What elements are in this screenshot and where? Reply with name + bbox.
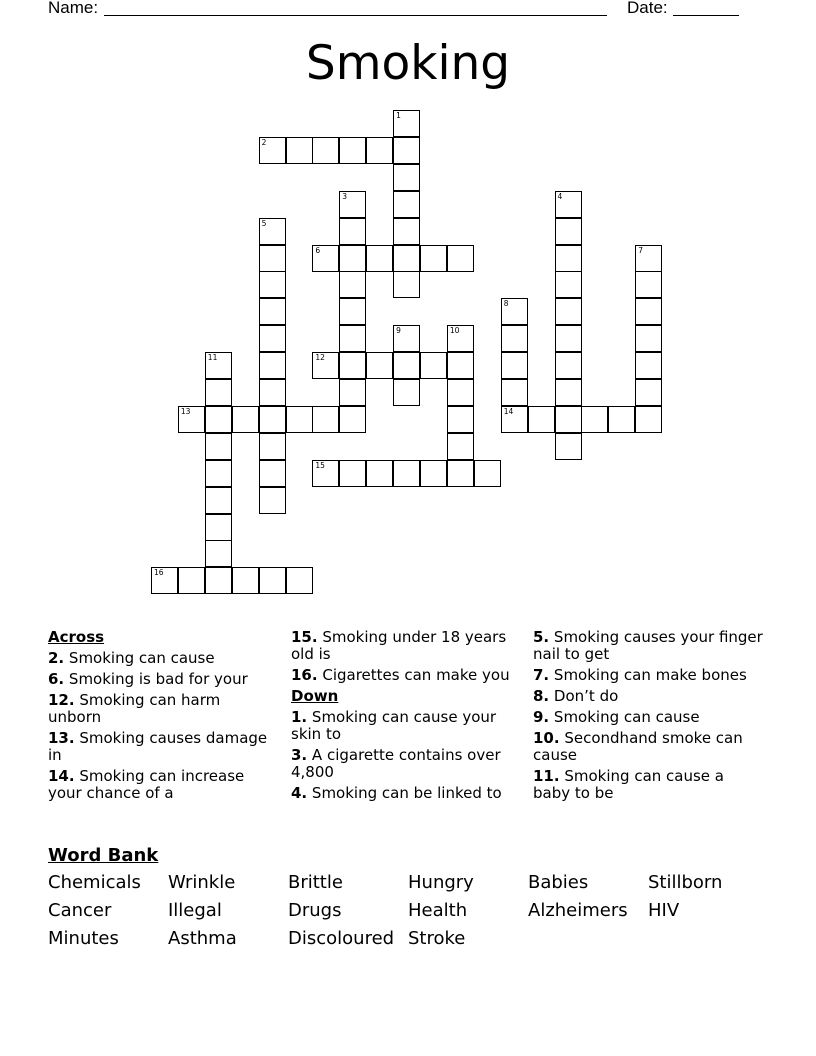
grid-cell[interactable] xyxy=(555,191,582,218)
grid-cell[interactable] xyxy=(205,352,232,379)
clue-down-3: 3. A cigarette contains over 4,800 xyxy=(291,746,501,781)
grid-cell[interactable] xyxy=(178,567,205,594)
clue-number: 8 xyxy=(503,299,509,309)
grid-cell[interactable] xyxy=(339,352,366,379)
clue-across-15: 15. Smoking under 18 years old is xyxy=(291,628,507,663)
grid-cell[interactable] xyxy=(393,191,420,218)
grid-cell[interactable] xyxy=(366,245,393,272)
word-bank-title: Word Bank xyxy=(48,845,159,866)
grid-cell[interactable] xyxy=(420,352,447,379)
grid-cell[interactable] xyxy=(447,433,474,460)
clue-number: 12 xyxy=(315,353,325,363)
grid-cell[interactable] xyxy=(555,298,582,325)
grid-cell[interactable] xyxy=(555,406,582,433)
grid-cell[interactable] xyxy=(339,325,366,352)
grid-cell[interactable] xyxy=(339,191,366,218)
word-bank-item: Illegal xyxy=(168,900,222,921)
grid-cell[interactable] xyxy=(339,218,366,245)
grid-cell[interactable] xyxy=(205,514,232,541)
grid-cell[interactable] xyxy=(501,325,528,352)
word-bank xyxy=(48,872,768,950)
word-bank-item: Babies xyxy=(528,872,589,893)
grid-cell[interactable] xyxy=(312,245,339,272)
grid-cell[interactable] xyxy=(393,460,420,487)
date-label: Date: xyxy=(627,0,668,17)
grid-cell[interactable] xyxy=(286,137,313,164)
grid-cell[interactable] xyxy=(312,352,339,379)
word-bank-item: Alzheimers xyxy=(528,900,628,921)
grid-cell[interactable] xyxy=(339,245,366,272)
grid-cell[interactable] xyxy=(205,379,232,406)
clue-down-5: 5. Smoking causes your finger nail to get xyxy=(533,628,763,663)
grid-cell[interactable] xyxy=(635,298,662,325)
word-bank-item: Brittle xyxy=(288,872,343,893)
grid-cell[interactable] xyxy=(501,352,528,379)
word-bank-item: Discoloured xyxy=(288,928,395,949)
word-bank-item: Minutes xyxy=(48,928,119,949)
grid-cell[interactable] xyxy=(393,245,420,272)
grid-cell[interactable] xyxy=(447,245,474,272)
grid-cell[interactable] xyxy=(339,271,366,298)
grid-cell[interactable] xyxy=(366,352,393,379)
clue-down-11: 11. Smoking can cause a baby to be xyxy=(533,767,724,802)
clue-number: 10 xyxy=(449,326,460,336)
grid-cell[interactable] xyxy=(205,433,232,460)
clue-number: 9 xyxy=(396,326,401,336)
grid-cell[interactable] xyxy=(366,137,393,164)
grid-cell[interactable] xyxy=(259,352,286,379)
clue-number: 14 xyxy=(503,406,514,416)
grid-cell[interactable] xyxy=(339,298,366,325)
clue-across-16: 16. Cigarettes can make you xyxy=(291,666,510,684)
grid-cell[interactable] xyxy=(447,325,474,352)
grid-cell[interactable] xyxy=(393,271,420,298)
grid-cell[interactable] xyxy=(259,245,286,272)
grid-cell[interactable] xyxy=(312,460,339,487)
grid-cell[interactable] xyxy=(205,460,232,487)
grid-cell[interactable] xyxy=(393,137,420,164)
clue-down-10: 10. Secondhand smoke can cause xyxy=(533,729,743,764)
grid-cell[interactable] xyxy=(474,460,501,487)
grid-cell[interactable] xyxy=(312,137,339,164)
grid-cell[interactable] xyxy=(259,433,286,460)
grid-cell[interactable] xyxy=(635,379,662,406)
grid-cell[interactable] xyxy=(528,406,555,433)
grid-cell[interactable] xyxy=(339,406,366,433)
grid-cell[interactable] xyxy=(447,460,474,487)
clue-number: 16 xyxy=(154,568,164,578)
grid-cell[interactable] xyxy=(259,298,286,325)
word-bank-item: Cancer xyxy=(48,900,112,921)
clue-down-9: 9. Smoking can cause xyxy=(533,708,700,726)
grid-cell[interactable] xyxy=(635,352,662,379)
grid-cell[interactable] xyxy=(501,379,528,406)
grid-cell[interactable] xyxy=(608,406,635,433)
grid-cell[interactable] xyxy=(259,379,286,406)
grid-cell[interactable] xyxy=(232,567,259,594)
clue-number: 7 xyxy=(638,245,643,255)
grid-cell[interactable] xyxy=(635,406,662,433)
grid-cell[interactable] xyxy=(501,298,528,325)
grid-cell[interactable] xyxy=(205,540,232,567)
word-bank-item: HIV xyxy=(648,900,680,921)
grid-cell[interactable] xyxy=(151,567,178,594)
clue-number: 2 xyxy=(261,137,267,147)
grid-cell[interactable] xyxy=(555,433,582,460)
grid-cell[interactable] xyxy=(635,245,662,272)
grid-cell[interactable] xyxy=(420,245,447,272)
grid-cell[interactable] xyxy=(555,379,582,406)
across-heading: Across xyxy=(48,628,105,646)
word-bank-item: Stroke xyxy=(408,928,466,949)
grid-cell[interactable] xyxy=(393,110,420,137)
word-bank-item: Health xyxy=(408,900,468,921)
clue-number: 13 xyxy=(180,406,191,416)
clue-number: 1 xyxy=(396,111,401,120)
clue-number: 6 xyxy=(315,245,321,255)
grid-cell[interactable] xyxy=(635,271,662,298)
grid-cell[interactable] xyxy=(232,406,259,433)
grid-cell[interactable] xyxy=(286,567,313,594)
grid-cell[interactable] xyxy=(259,406,286,433)
word-bank-item: Hungry xyxy=(408,872,474,893)
word-bank-item: Wrinkle xyxy=(168,872,236,893)
clue-across-13: 13. Smoking causes damage in xyxy=(48,729,268,764)
clue-column-1 xyxy=(48,629,278,806)
grid-cell[interactable] xyxy=(393,352,420,379)
down-heading: Down xyxy=(291,687,339,705)
grid-cell[interactable] xyxy=(259,567,286,594)
clue-number: 11 xyxy=(207,353,218,363)
grid-cell[interactable] xyxy=(393,325,420,352)
clue-down-7: 7. Smoking can make bones xyxy=(533,666,747,684)
grid-cell[interactable] xyxy=(393,164,420,191)
word-bank-item: Asthma xyxy=(168,928,237,949)
grid-cell[interactable] xyxy=(259,460,286,487)
grid-cell[interactable] xyxy=(259,218,286,245)
grid-cell[interactable] xyxy=(555,218,582,245)
grid-cell[interactable] xyxy=(205,567,232,594)
grid-cell[interactable] xyxy=(447,352,474,379)
grid-cell[interactable] xyxy=(259,487,286,514)
grid-cell[interactable] xyxy=(581,406,608,433)
grid-cell[interactable] xyxy=(555,352,582,379)
clue-down-1: 1. Smoking can cause your skin to xyxy=(291,708,497,743)
clue-across-14: 14. Smoking can increase your chance of a xyxy=(48,767,245,802)
grid-cell[interactable] xyxy=(555,245,582,272)
clue-down-8: 8. Don’t do xyxy=(533,687,619,705)
clue-number: 3 xyxy=(342,191,348,201)
grid-cell[interactable] xyxy=(259,325,286,352)
word-bank-item: Chemicals xyxy=(48,872,141,893)
grid-cell[interactable] xyxy=(259,137,286,164)
clue-across-12: 12. Smoking can harm unborn xyxy=(48,691,221,726)
grid-cell[interactable] xyxy=(178,406,205,433)
page-title: Smoking xyxy=(305,36,511,91)
grid-cell[interactable] xyxy=(259,271,286,298)
grid-cell[interactable] xyxy=(339,460,366,487)
clue-down-4: 4. Smoking can be linked to xyxy=(291,784,502,802)
word-bank-item: Stillborn xyxy=(648,872,723,893)
grid-cell[interactable] xyxy=(339,379,366,406)
clue-column-3 xyxy=(533,629,765,806)
grid-cell[interactable] xyxy=(205,406,232,433)
grid-cell[interactable] xyxy=(339,137,366,164)
word-bank-item: Drugs xyxy=(288,900,342,921)
grid-cell[interactable] xyxy=(366,460,393,487)
grid-cell[interactable] xyxy=(312,406,339,433)
grid-cell[interactable] xyxy=(205,487,232,514)
grid-cell[interactable] xyxy=(447,406,474,433)
grid-cell[interactable] xyxy=(447,379,474,406)
grid-cell[interactable] xyxy=(555,271,582,298)
clue-across-6: 6. Smoking is bad for your xyxy=(48,670,248,688)
clue-number: 5 xyxy=(261,218,267,228)
grid-cell[interactable] xyxy=(393,379,420,406)
clue-number: 4 xyxy=(557,191,563,201)
grid-cell[interactable] xyxy=(501,406,528,433)
name-label: Name: xyxy=(48,0,99,17)
grid-cell[interactable] xyxy=(393,218,420,245)
grid-cell[interactable] xyxy=(286,406,313,433)
clue-number: 15 xyxy=(315,460,325,470)
grid-cell[interactable] xyxy=(555,325,582,352)
clue-column-2 xyxy=(291,629,521,806)
grid-cell[interactable] xyxy=(635,325,662,352)
clue-across-2: 2. Smoking can cause xyxy=(48,649,215,667)
grid-cell[interactable] xyxy=(420,460,447,487)
